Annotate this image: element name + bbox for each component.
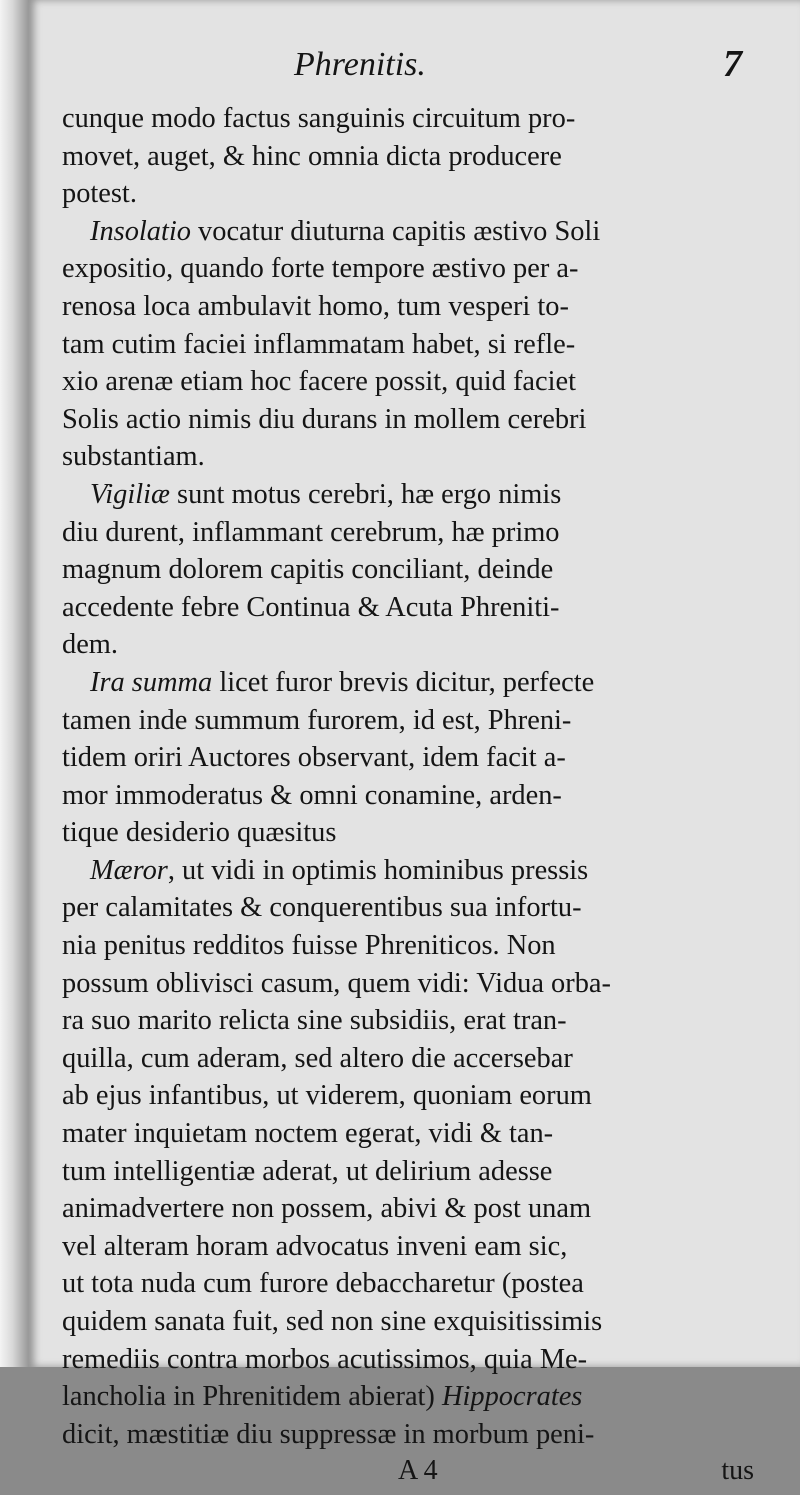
- text-line: [62, 739, 762, 777]
- text-line: [62, 100, 762, 138]
- line-text: ut tota nuda cum furore debaccharetur (postea: [62, 1268, 584, 1300]
- text-line: [62, 852, 762, 890]
- line-text: Solis actio nimis diu durans in mollem cerebri: [62, 403, 587, 435]
- line-text: dicit, mæstitiæ diu suppressæ in morbum peni-: [62, 1418, 595, 1450]
- text-line: [62, 889, 762, 927]
- paragraph-lead-term: Insolatio: [90, 215, 191, 247]
- line-text: cunque modo factus sanguinis circuitum pro-: [62, 103, 576, 134]
- paragraph: [62, 100, 762, 213]
- text-line: [62, 514, 762, 552]
- line-text: sunt motus cerebri, hæ ergo nimis: [169, 478, 562, 510]
- line-text: , ut vidi in optimis hominibus pressis: [167, 854, 589, 886]
- text-line: [62, 626, 762, 664]
- line-text: mater inquietam noctem egerat, vidi & tan-: [62, 1118, 554, 1150]
- line-text: diu durent, inflammant cerebrum, hæ primo: [62, 516, 560, 548]
- text-line: [62, 1265, 762, 1303]
- text-line: [62, 288, 762, 326]
- text-line: [62, 1115, 762, 1153]
- text-line: [62, 814, 762, 852]
- line-text: renosa loca ambulavit homo, tum vesperi to-: [62, 290, 569, 322]
- line-text: accedente febre Continua & Acuta Phreniti-: [62, 591, 560, 623]
- text-line: [62, 927, 762, 965]
- text-line: [62, 1040, 762, 1078]
- line-text: expositio, quando forte tempore æstivo per a-: [62, 253, 579, 285]
- text-line: [62, 138, 762, 176]
- book-page: [28, 0, 800, 1487]
- page-footer: [62, 1455, 762, 1495]
- line-text: animadvertere non possem, abivi & post unam: [62, 1193, 592, 1225]
- catchword: tus: [721, 1455, 754, 1487]
- line-text: mor immoderatus & omni conamine, arden-: [62, 779, 562, 811]
- line-text: tamen inde summum furorem, id est, Phreni-: [62, 704, 572, 736]
- line-text: lancholia in Phrenitidem abierat): [62, 1381, 442, 1413]
- paragraph: [62, 852, 762, 1454]
- text-line: [62, 175, 762, 213]
- line-text: tum intelligentiæ aderat, ut delirium adesse: [62, 1155, 553, 1187]
- text-line: [62, 476, 762, 514]
- paragraph-lead-term: Mæror: [90, 854, 168, 886]
- line-text: ra suo marito relicta sine subsidiis, erat tran-: [62, 1005, 567, 1037]
- text-line: [62, 1153, 762, 1191]
- body-text: [62, 100, 762, 1453]
- line-text: possum oblivisci casum, quem vidi: Vidua orba-: [62, 967, 611, 999]
- text-line: [62, 1077, 762, 1115]
- running-title: Phrenitis.: [294, 46, 426, 83]
- page-gutter: [0, 0, 28, 1367]
- text-line: [62, 250, 762, 288]
- text-line: [62, 401, 762, 439]
- text-line: [62, 1228, 762, 1266]
- cited-author: Hippocrates: [442, 1381, 583, 1413]
- text-line: [62, 702, 762, 740]
- line-text: nia penitus redditos fuisse Phreniticos. Non: [62, 930, 556, 962]
- paragraph-lead-term: Ira summa: [90, 666, 213, 698]
- text-line: [62, 1303, 762, 1341]
- line-text: per calamitates & conquerentibus sua infortu-: [62, 892, 582, 924]
- text-line: [62, 589, 762, 627]
- paragraph-lead-term: Vigiliæ: [90, 478, 170, 510]
- paragraph: [62, 664, 762, 852]
- line-text: ab ejus infantibus, ut viderem, quoniam eorum: [62, 1080, 592, 1112]
- text-line: [62, 777, 762, 815]
- line-text: licet furor brevis dicitur, perfecte: [212, 666, 595, 698]
- text-line: [62, 438, 762, 476]
- line-text: quidem sanata fuit, sed non sine exquisitissimis: [62, 1306, 603, 1337]
- text-line: [62, 1002, 762, 1040]
- line-text: potest.: [62, 178, 137, 210]
- text-line: [62, 664, 762, 702]
- text-line: [62, 551, 762, 589]
- text-line: [62, 213, 762, 251]
- page-content: [62, 40, 762, 1495]
- line-text: tam cutim faciei inflammatam habet, si refle-: [62, 328, 576, 360]
- text-line: [62, 965, 762, 1003]
- text-line: [62, 363, 762, 401]
- line-text: movet, auget, & hinc omnia dicta producere: [62, 140, 562, 172]
- line-text: vocatur diuturna capitis æstivo Soli: [190, 215, 601, 247]
- paragraph: [62, 476, 762, 664]
- line-text: tidem oriri Auctores observant, idem facit a-: [62, 742, 566, 774]
- line-text: magnum dolorem capitis conciliant, deinde: [62, 554, 554, 586]
- text-line: [62, 326, 762, 364]
- text-line: [62, 1190, 762, 1228]
- paragraph: [62, 213, 762, 476]
- text-line: [62, 1378, 762, 1416]
- line-text: remediis contra morbos acutissimos, quia Me-: [62, 1343, 588, 1375]
- line-text: xio arenæ etiam hoc facere possit, quid faciet: [62, 366, 576, 398]
- text-line: [62, 1416, 762, 1454]
- signature-mark: A 4: [398, 1455, 438, 1487]
- text-line: [62, 1341, 762, 1379]
- line-text: substantiam.: [62, 441, 205, 473]
- page-header: [62, 40, 762, 100]
- line-text: tique desiderio quæsitus: [62, 817, 337, 849]
- line-text: dem.: [62, 629, 118, 661]
- line-text: quilla, cum aderam, sed altero die accersebar: [62, 1042, 573, 1074]
- line-text: vel alteram horam advocatus inveni eam sic,: [62, 1230, 568, 1262]
- page-number: 7: [723, 43, 742, 85]
